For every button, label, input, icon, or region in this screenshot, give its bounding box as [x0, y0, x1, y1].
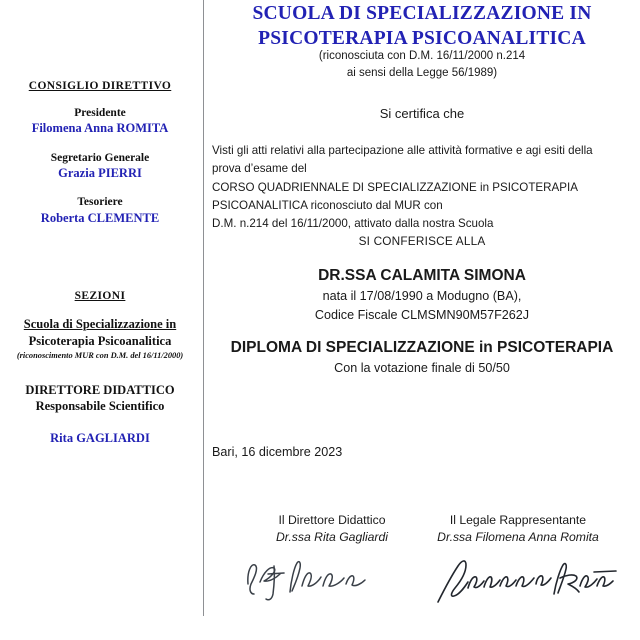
signature-block-director — [228, 512, 436, 547]
document-title-line-2: PSICOTERAPIA PSICOANALITICA — [258, 27, 586, 49]
board-member-name: Filomena Anna ROMITA — [31, 121, 169, 136]
diploma-block — [204, 336, 640, 378]
board-member-role: Presidente — [74, 107, 126, 119]
director-heading: DIRETTORE DIDATTICO — [25, 383, 175, 397]
signature-area — [204, 512, 640, 622]
board-member-president — [0, 106, 200, 137]
signature-role: Il Direttore Didattico — [278, 513, 386, 527]
place-and-date: Bari, 16 dicembre 2023 — [212, 445, 343, 459]
document-subtitle-line-1: (riconosciuta con D.M. 16/11/2000 n.214 — [318, 50, 526, 62]
director-name: Rita GAGLIARDI — [50, 430, 150, 445]
sidebar — [0, 0, 200, 640]
sidebar-section-board — [0, 80, 200, 226]
board-heading: CONSIGLIO DIRETTIVO — [28, 80, 172, 92]
sidebar-section-sections — [0, 290, 200, 361]
recipient-fiscal-code: Codice Fiscale CLMSMN90M57F262J — [314, 307, 530, 322]
document-title — [204, 2, 640, 52]
signature-block-legal-representative — [414, 512, 622, 547]
board-member-name: Grazia PIERRI — [58, 166, 142, 180]
certifies-label: Si certifica che — [379, 106, 465, 121]
document-title-line-1: SCUOLA DI SPECIALIZZAZIONE IN — [252, 3, 592, 24]
board-member-secretary — [0, 151, 200, 182]
body-line-5: D.M. n.214 del 16/11/2000, attivato dalla nostra Scuola — [212, 217, 494, 231]
signature-role: Il Legale Rappresentante — [449, 513, 587, 527]
handwritten-signature-icon — [414, 542, 622, 612]
sections-title — [0, 316, 200, 361]
recipient-block — [204, 264, 640, 324]
signature-person-name: Dr.ssa Filomena Anna Romita — [437, 530, 599, 545]
body-line-3: CORSO QUADRIENNALE DI SPECIALIZZAZIONE in PSICOTERAPIA — [212, 180, 578, 194]
document-subtitle — [204, 48, 640, 81]
board-member-name: Roberta CLEMENTE — [40, 210, 160, 225]
recipient-birth-info: nata il 17/08/1990 a Modugno (BA), — [322, 289, 522, 304]
body-line-2: prova d’esame del — [212, 162, 307, 176]
recipient-name: DR.SSA CALAMITA SIMONA — [318, 267, 526, 284]
board-member-treasurer — [0, 195, 200, 226]
board-member-role: Tesoriere — [77, 196, 123, 209]
document-subtitle-line-2: ai sensi della Legge 56/1989) — [346, 66, 498, 79]
body-line-4: PSICOANALITICA riconosciuto dal MUR con — [212, 198, 443, 212]
sections-heading: SEZIONI — [74, 290, 126, 302]
signature-person-name: Dr.ssa Rita Gagliardi — [276, 530, 388, 545]
certificate-body — [212, 142, 616, 234]
handwritten-signature-icon — [228, 542, 436, 612]
director-subheading: Responsabile Scientifico — [35, 399, 165, 414]
body-line-1: Visti gli atti relativi alla partecipazione alle attività formative e agi esiti della — [212, 144, 593, 157]
sections-title-line-2: Psicoterapia Psicoanalitica — [28, 333, 172, 348]
diploma-grade: Con la votazione finale di 50/50 — [334, 361, 510, 376]
confers-label: SI CONFERISCE ALLA — [358, 234, 486, 248]
diploma-title: DIPLOMA DI SPECIALIZZAZIONE in PSICOTERAPIA — [230, 339, 614, 356]
sections-title-line-1: Scuola di Specializzazione in — [23, 317, 177, 331]
board-member-role: Segretario Generale — [50, 151, 150, 164]
sidebar-section-director — [0, 382, 200, 446]
sections-recognition-note: (riconoscimento MUR con D.M. del 16/11/2000) — [16, 351, 184, 360]
main-content — [204, 0, 640, 640]
